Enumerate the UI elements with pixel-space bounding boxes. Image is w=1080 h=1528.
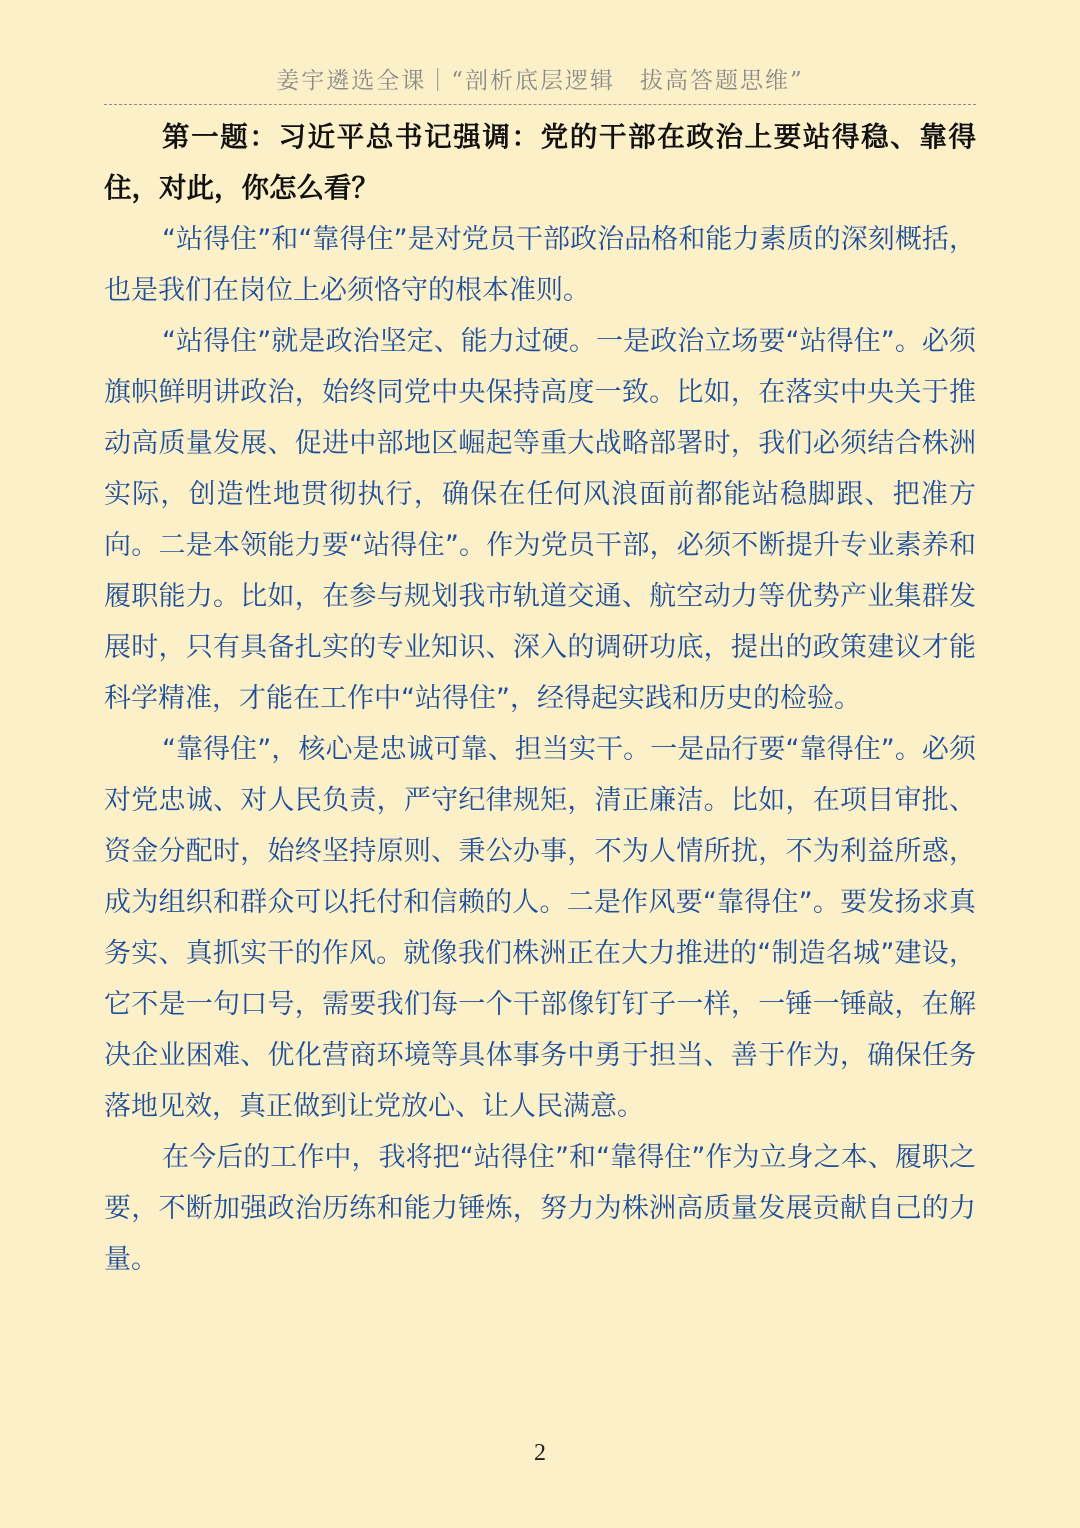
question-heading: 第一题：习近平总书记强调：党的干部在政治上要站得稳、靠得住，对此，你怎么看？ (104, 121, 976, 204)
page-number: 2 (534, 1440, 546, 1466)
document-body (104, 112, 976, 1285)
paragraph-conclusion: 在今后的工作中，我将把“站得住”和“靠得住”作为立身之本、履职之要，不断加强政治历练和能力锤炼，努力为株洲高质量发展贡献自己的力量。 (104, 1142, 976, 1275)
paragraph-stand-firm: “站得住”就是政治坚定、能力过硬。一是政治立场要“站得住”。必须旗帜鲜明讲政治，始终同党中央保持高度一致。比如，在落实中央关于推动高质量发展、促进中部地区崛起等重大战略部署时，我们必须结合株洲实际，创造性地贯彻执行，确保在任何风浪面前都能站稳脚跟、把准方向。二是本领能力要“站得住”。作为党员干部，必须不断提升专业素养和履职能力。比如，在参与规划我市轨道交通、航空动力等优势产业集群发展时，只有具备扎实的专业知识、深入的调研功底，提出的政策建议才能科学精准，才能在工作中“站得住”，经得起实践和历史的检验。 (104, 326, 976, 714)
paragraph-intro: “站得住”和“靠得住”是对党员干部政治品格和能力素质的深刻概括，也是我们在岗位上必须恪守的根本准则。 (104, 224, 976, 306)
paragraph-reliable: “靠得住”，核心是忠诚可靠、担当实干。一是品行要“靠得住”。必须对党忠诚、对人民负责，严守纪律规矩，清正廉洁。比如，在项目审批、资金分配时，始终坚持原则、秉公办事，不为人情所扰，不为利益所惑，成为组织和群众可以托付和信赖的人。二是作风要“靠得住”。要发扬求真务实、真抓实干的作风。就像我们株洲正在大力推进的“制造名城”建设，它不是一句口号，需要我们每一个干部像钉钉子一样，一锤一锤敲，在解决企业困难、优化营商环境等具体事务中勇于担当、善于作为，确保任务落地见效，真正做到让党放心、让人民满意。 (104, 734, 976, 1122)
page-header: 姜宇遴选全课｜“剖析底层逻辑 拔高答题思维” (104, 58, 976, 105)
